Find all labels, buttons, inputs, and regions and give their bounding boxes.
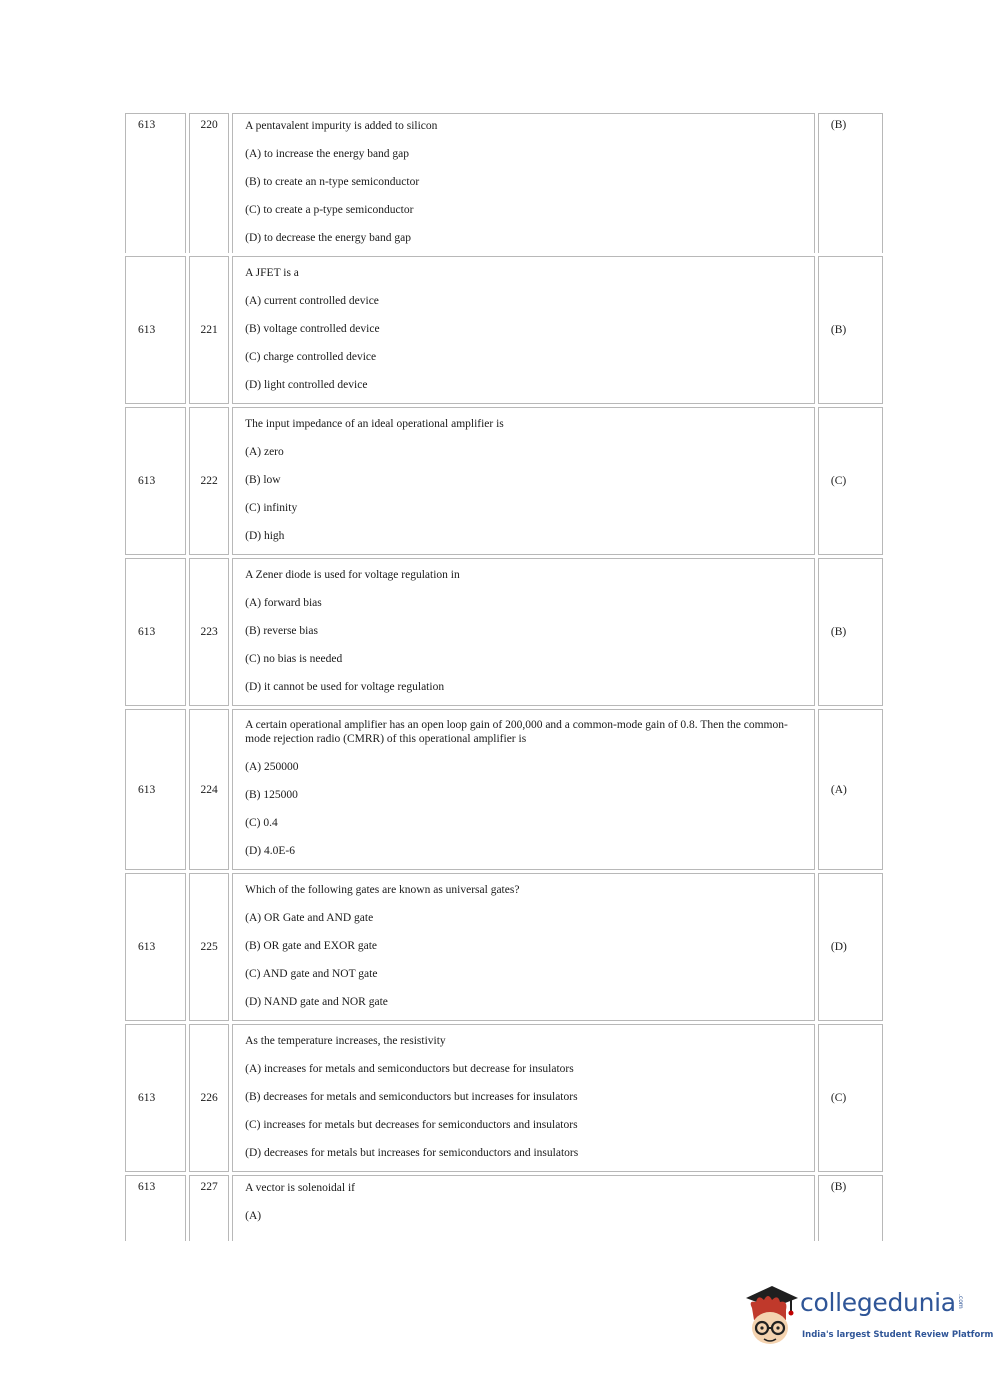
answer-option: (C) 0.4 (245, 817, 278, 829)
question-stem: A JFET is a (245, 266, 299, 279)
answer-option: (D) NAND gate and NOR gate (245, 995, 388, 1008)
question-row (125, 558, 883, 706)
answer-key: (B) (818, 1175, 883, 1247)
question-number: 223 (189, 558, 229, 706)
answer-option: (B) decreases for metals and semiconductors but increases for insulators (245, 1090, 578, 1103)
question-row (125, 709, 883, 870)
answer-option: (C) to create a p-type semiconductor (245, 204, 414, 216)
subject-code: 613 (125, 113, 186, 253)
brand-name: collegedunia (800, 1288, 956, 1317)
question-row (125, 1024, 883, 1172)
subject-code: 613 (125, 407, 186, 555)
subject-code: 613 (125, 558, 186, 706)
question-stem: A Zener diode is used for voltage regulation in (245, 568, 460, 581)
answer-option: (A) increases for metals and semiconductors but decrease for insulators (245, 1062, 574, 1075)
answer-option: (A) forward bias (245, 596, 322, 609)
answer-option: (A) current controlled device (245, 294, 379, 307)
answer-option: (A) zero (245, 445, 284, 458)
answer-key: (C) (818, 1024, 883, 1172)
answer-key: (C) (818, 407, 883, 555)
subject-code: 613 (125, 256, 186, 404)
answer-option: (A) OR Gate and AND gate (245, 911, 374, 924)
question-row (125, 873, 883, 1021)
question-stem: A certain operational amplifier has an open loop gain of 200,000 and a common-mode gain of 0.8. Then the common-mode rejection radio (CMRR) of this operational amplifier is (245, 719, 788, 745)
answer-option: (C) infinity (245, 501, 298, 514)
answer-option: (D) light controlled device (245, 378, 368, 391)
answer-option: (D) 4.0E-6 (245, 845, 295, 857)
answer-option: (C) increases for metals but decreases for semiconductors and insulators (245, 1118, 578, 1131)
question-row (125, 1175, 883, 1247)
question-row (125, 407, 883, 555)
question-number: 225 (189, 873, 229, 1021)
question-number: 221 (189, 256, 229, 404)
question-text (232, 1175, 815, 1247)
answer-option: (A) (245, 1210, 262, 1222)
question-number: 222 (189, 407, 229, 555)
answer-key: (B) (818, 256, 883, 404)
question-text (232, 1024, 815, 1172)
answer-option: (B) low (245, 473, 281, 486)
answer-option: (D) high (245, 529, 285, 542)
question-stem: Which of the following gates are known as universal gates? (245, 883, 520, 896)
answer-option: (A) to increase the energy band gap (245, 148, 410, 160)
subject-code: 613 (125, 709, 186, 870)
answer-option: (B) 125000 (245, 789, 298, 801)
question-number: 226 (189, 1024, 229, 1172)
answer-key: (B) (818, 113, 883, 253)
subject-code: 613 (125, 1024, 186, 1172)
answer-option: (A) 250000 (245, 761, 299, 773)
question-number: 227 (189, 1175, 229, 1247)
mascot-icon (742, 1284, 802, 1352)
answer-option: (C) AND gate and NOT gate (245, 967, 378, 980)
answer-key: (D) (818, 873, 883, 1021)
question-table-body (125, 113, 883, 1247)
brand-tagline: India's largest Student Review Platform (802, 1330, 994, 1340)
subject-code: 613 (125, 1175, 186, 1247)
answer-option: (D) it cannot be used for voltage regulation (245, 680, 445, 693)
answer-key: (B) (818, 558, 883, 706)
question-table (122, 110, 886, 1250)
question-text (232, 113, 815, 253)
answer-option: (B) reverse bias (245, 624, 318, 637)
question-text (232, 873, 815, 1021)
answer-option: (D) to decrease the energy band gap (245, 232, 411, 244)
collegedunia-logo (742, 1284, 994, 1352)
question-stem: A vector is solenoidal if (245, 1182, 355, 1194)
question-text (232, 558, 815, 706)
answer-option: (B) OR gate and EXOR gate (245, 939, 378, 952)
question-number: 224 (189, 709, 229, 870)
question-text (232, 709, 815, 870)
subject-code: 613 (125, 873, 186, 1021)
question-stem: As the temperature increases, the resistivity (245, 1034, 446, 1047)
answer-key: (A) (818, 709, 883, 870)
question-stem: A pentavalent impurity is added to silicon (245, 120, 438, 132)
answer-option: (B) voltage controlled device (245, 322, 380, 335)
question-stem: The input impedance of an ideal operational amplifier is (245, 417, 504, 430)
question-row (125, 113, 883, 253)
brand-suffix: .com (957, 1294, 964, 1309)
question-number: 220 (189, 113, 229, 253)
answer-option: (B) to create an n-type semiconductor (245, 176, 420, 188)
answer-option: (D) decreases for metals but increases for semiconductors and insulators (245, 1146, 579, 1159)
question-text (232, 256, 815, 404)
question-text (232, 407, 815, 555)
answer-option: (C) no bias is needed (245, 652, 343, 665)
question-row (125, 256, 883, 404)
answer-option: (C) charge controlled device (245, 350, 377, 363)
